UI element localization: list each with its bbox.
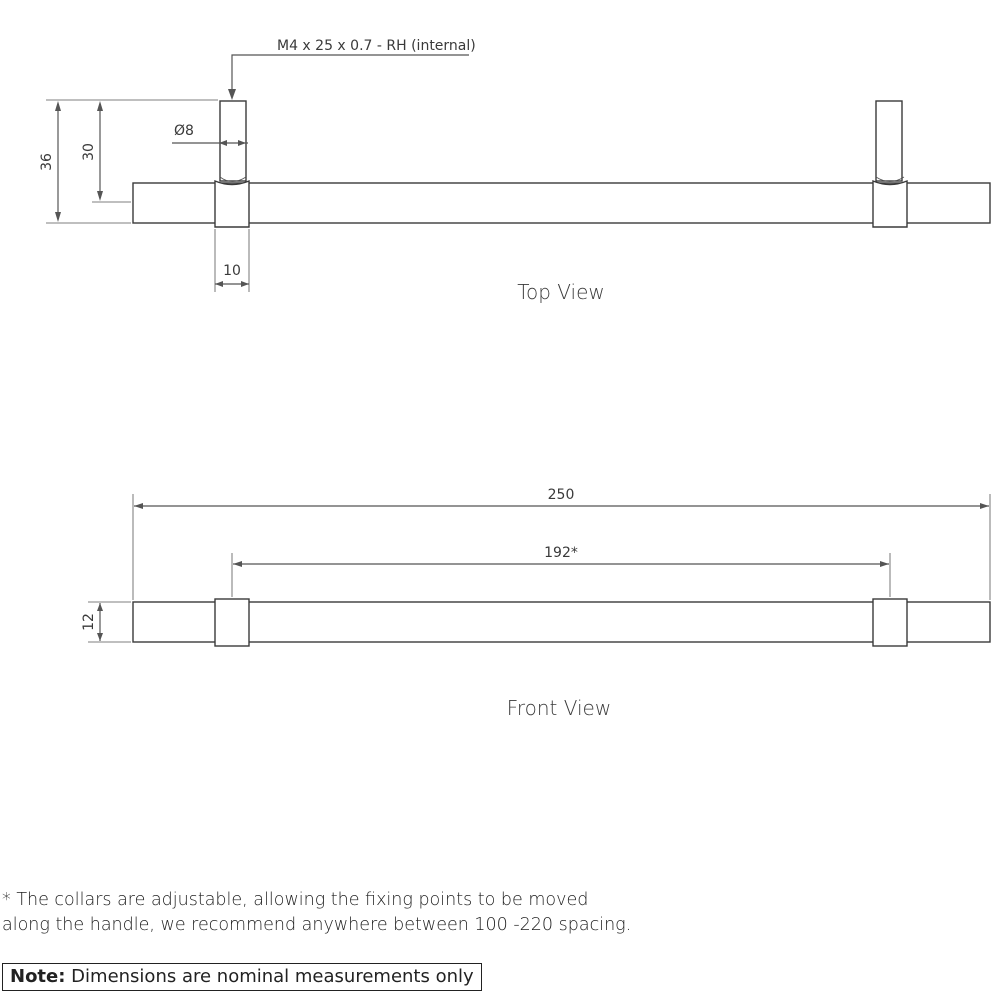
- diameter-label: Ø8: [174, 123, 194, 139]
- top-view: [39, 38, 990, 304]
- top-bar: [133, 183, 990, 223]
- front-left-collar: [215, 599, 249, 646]
- collar-width-dimension: [215, 229, 249, 292]
- top-right-post: [876, 101, 902, 181]
- front-view-caption: Front View: [506, 696, 612, 720]
- note-text: Dimensions are nominal measurements only: [65, 966, 474, 987]
- top-left-collar: [215, 181, 249, 227]
- top-right-collar: [873, 181, 907, 227]
- footnote-line-1: * The collars are adjustable, allowing the fixing points to be moved: [2, 890, 589, 910]
- note-label: Note:: [10, 966, 66, 987]
- thread-spec-label: M4 x 25 x 0.7 - RH (internal): [277, 38, 476, 54]
- front-right-collar: [873, 599, 907, 646]
- front-bar: [133, 602, 990, 642]
- thread-spec-callout: [228, 38, 476, 100]
- hole-centres-label: 192*: [544, 545, 578, 561]
- length-overall-dimension: [133, 487, 990, 600]
- hole-centres-dimension: [232, 545, 890, 597]
- collar-width-label: 10: [223, 263, 241, 279]
- height-post-dimension: [81, 101, 131, 202]
- height-post-label: 30: [81, 143, 97, 161]
- footnote-line-2: along the handle, we recommend anywhere between 100 -220 spacing.: [2, 915, 632, 935]
- height-overall-label: 36: [39, 153, 55, 171]
- top-left-post: [220, 101, 246, 181]
- dimensions-note: [2, 963, 482, 991]
- bar-thickness-dimension: [81, 602, 131, 642]
- top-view-caption: Top View: [517, 280, 605, 304]
- collar-footnote: [2, 888, 702, 938]
- bar-thickness-label: 12: [81, 613, 97, 631]
- front-view: [81, 487, 990, 720]
- length-overall-label: 250: [547, 487, 575, 503]
